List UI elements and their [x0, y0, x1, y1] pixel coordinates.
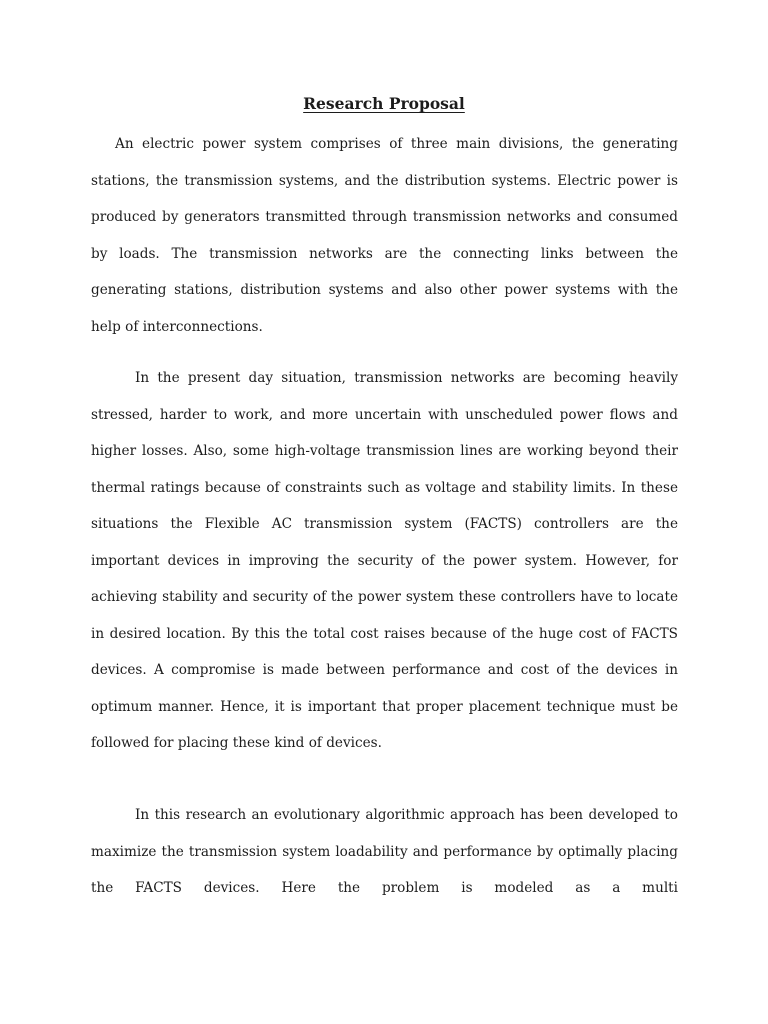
paragraph-3: In this research an evolutionary algorithmic approach has been developed to maximize the transmission system loadability and performance by optimally placing the FACTS devices. Here the problem is modeled as a multi: [91, 807, 678, 896]
document-title: Research Proposal: [303, 94, 465, 113]
paragraph-2: In the present day situation, transmission networks are becoming heavily stressed, harder to work, and more uncertain with unscheduled power flows and higher losses. Also, some high-voltage transmission lines are working beyond their thermal ratings because of constraints such as voltage and stability limits. In these situations the Flexible AC transmission system (FACTS) controllers are the important devices in improving the security of the power system. However, for achieving stability and security of the power system these controllers have to locate in desired location. By this the total cost raises because of the huge cost of FACTS devices. A compromise is made between performance and cost of the devices in optimum manner. Hence, it is important that proper placement technique must be followed for placing these kind of devices.: [91, 370, 678, 751]
paragraph-1: An electric power system comprises of three main divisions, the generating stations, the transmission systems, and the distribution systems. Electric power is produced by generators transmitted through transmission networks and consumed by loads. The transmission networks are the connecting links between the generating stations, distribution systems and also other power systems with the help of interconnections.: [91, 136, 678, 335]
